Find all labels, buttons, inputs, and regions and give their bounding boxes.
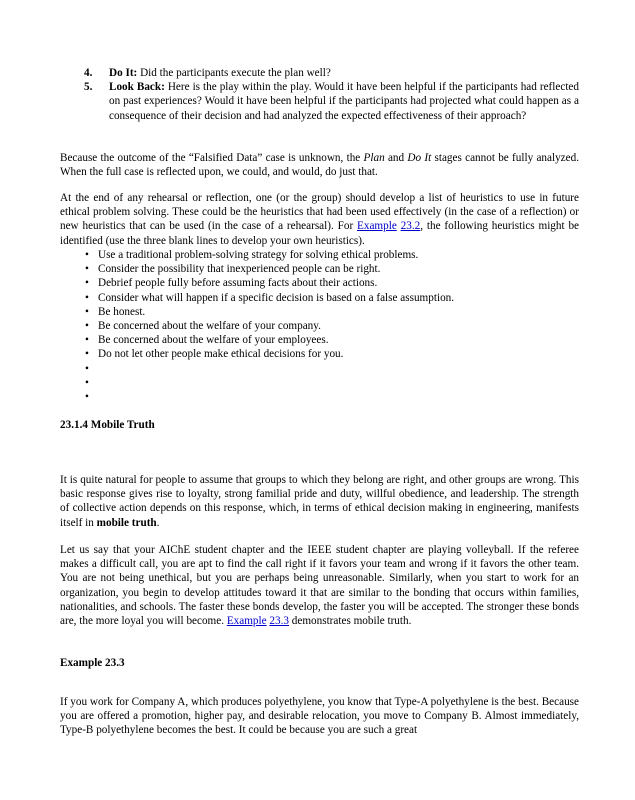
heuristics-list <box>60 248 579 404</box>
bullet-icon: • <box>85 362 89 375</box>
list-item-text: Use a traditional problem-solving strategy for solving ethical problems. <box>98 249 419 261</box>
text-run: stages cannot be fully analyzed. When the full case is reflected upon, we could, and would, do just that. <box>60 152 579 179</box>
outcome-paragraph <box>60 151 579 179</box>
text-run: Let us say that your AIChE student chapter and the IEEE student chapter are playing volleyball. If the referee makes a difficult call, you are apt to find the call right if it favors your team and wrong if it favors the other team. You are not being unethical, but you are perhaps being unreasonable. Similarly, when you start to work for an organization, you begin to develop attitudes toward it that are similar to the bonding that occurs within families, nationalities, and schools. The faster these bonds develop, the faster you will be accepted. The stronger these bonds are, the more loyal you will become. <box>60 544 579 628</box>
bullet-icon: • <box>85 305 89 318</box>
example-link-word[interactable]: Example <box>226 615 267 628</box>
example-link-number[interactable]: 23.2 <box>400 220 421 233</box>
step-title: Look Back: <box>109 81 165 94</box>
bullet-icon: • <box>85 320 89 333</box>
list-item-text: Be concerned about the welfare of your company. <box>98 320 321 333</box>
step-number: 4. <box>84 67 93 79</box>
list-item-text: Consider the possibility that inexperienced people can be right. <box>98 263 381 276</box>
bullet-icon: • <box>85 391 89 403</box>
step-text: Here is the play within the play. Would it have been helpful if the participants had reflected on past experiences? Would it have been helpful if the participants had projected what could happen as a consequence of their decision and had analyzed the expected effectiveness of their approach? <box>109 81 579 122</box>
bullet-icon: • <box>85 334 89 347</box>
step-title: Do It: <box>109 67 138 79</box>
text-run: . <box>156 516 160 529</box>
list-item-blank <box>60 390 579 404</box>
example-link-number[interactable]: 23.3 <box>269 615 289 628</box>
list-item <box>60 305 579 319</box>
bullet-icon: • <box>85 376 89 389</box>
bullet-icon: • <box>85 348 89 361</box>
bullet-icon: • <box>85 291 89 304</box>
list-item-blank <box>60 376 579 390</box>
mobile-truth-paragraph <box>60 473 579 530</box>
list-item-text: Debrief people fully before assuming facts about their actions. <box>98 277 378 290</box>
list-item <box>60 333 579 347</box>
list-item-text: Be concerned about the welfare of your employees. <box>98 334 329 347</box>
list-item <box>60 319 579 333</box>
step-item-look-back <box>60 80 579 123</box>
example-link-word[interactable]: Example <box>357 220 397 233</box>
list-item-text: Be honest. <box>98 305 146 318</box>
list-item-text: Consider what will happen if a specific decision is based on a false assumption. <box>98 291 455 304</box>
bullet-icon: • <box>85 249 89 261</box>
text-run: demonstrates mobile truth. <box>288 615 412 628</box>
text-run: At the end of any rehearsal or reflection, one (or the group) should develop a list of heuristics to use in future ethical problem solving. These could be the heuristics that had been used effectively (in the case of a reflection) or new heuristics that can be used (in the case of a rehearsal). For <box>60 192 579 233</box>
step-list <box>60 66 579 123</box>
italic-do-it: Do It <box>407 152 432 164</box>
italic-plan: Plan <box>363 152 385 164</box>
bold-term: mobile truth <box>96 516 157 529</box>
bullet-icon: • <box>85 263 89 276</box>
list-item <box>60 262 579 276</box>
example-heading: Example 23.3 <box>60 657 125 669</box>
text-run: It is quite natural for people to assume that groups to which they belong are right, and other groups are wrong. This basic response gives rise to loyalty, strong familial pride and duty, willful obedience, and leadership. The strength of collective action depends on this response, which, in terms of ethical decision making in engineering, manifests itself in <box>60 474 579 529</box>
list-item <box>60 347 579 361</box>
list-item-text: Do not let other people make ethical decisions for you. <box>98 348 344 361</box>
text-run: , the following heuristics might be identified (use the three blank lines to develop your own heuristics). <box>60 220 580 247</box>
step-text: Did the participants execute the plan well? <box>140 67 331 79</box>
section-heading: 23.1.4 Mobile Truth <box>60 419 155 431</box>
heuristics-paragraph <box>60 191 579 248</box>
bullet-icon: • <box>85 277 89 290</box>
text-run: and <box>384 152 408 164</box>
list-item <box>60 291 579 305</box>
list-item <box>60 276 579 290</box>
example-paragraph: If you work for Company A, which produces polyethylene, you know that Type-A polyethylene is the best. Because you are offered a promotion, higher pay, and desirable relocation, you move to Company B. Almost immediately, Type-B polyethylene becomes the best. It could be because you are such a great <box>60 696 579 737</box>
step-number: 5. <box>84 81 93 94</box>
step-item-do-it <box>60 66 579 80</box>
text-run: Because the outcome of the “Falsified Data” case is unknown, the <box>60 152 364 164</box>
list-item-blank <box>60 362 579 376</box>
list-item <box>60 248 579 262</box>
volleyball-paragraph <box>60 543 579 628</box>
